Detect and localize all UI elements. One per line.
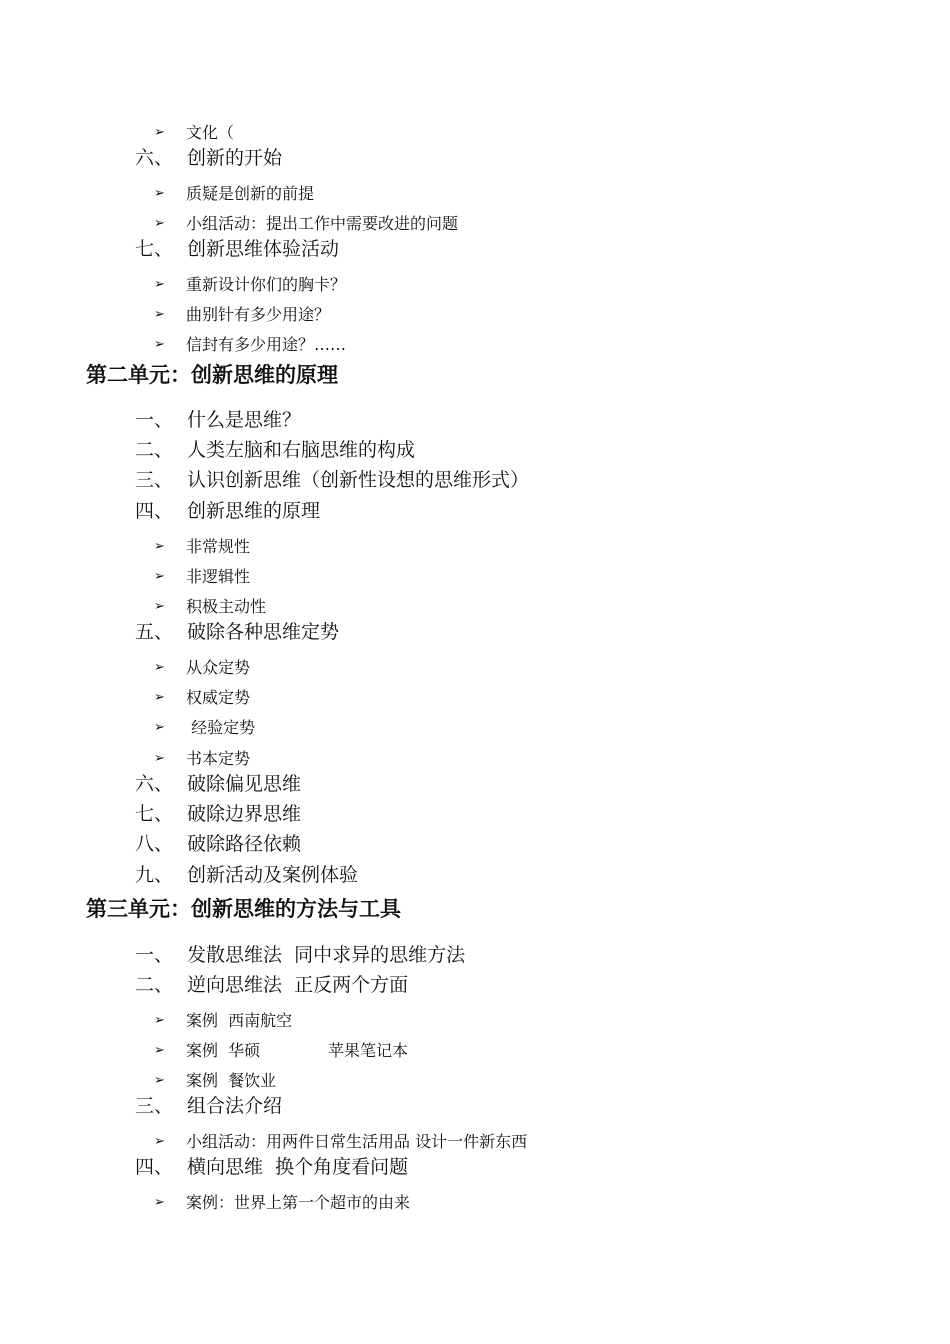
item-text: 创新活动及案例体验 (187, 864, 359, 886)
arrowhead-bullet-icon: ➢ (154, 307, 165, 322)
item-number: 六、 (135, 773, 174, 795)
item-text: 创新思维体验活动 (187, 238, 340, 260)
item-text: 破除路径依赖 (187, 833, 302, 855)
item-number: 六、 (135, 147, 174, 169)
item-number: 二、 (135, 974, 174, 996)
item-number: 九、 (135, 864, 174, 886)
bullet-text: 文化（ (186, 123, 235, 142)
arrowhead-bullet-icon: ➢ (154, 1013, 165, 1028)
item-number: 四、 (135, 500, 174, 522)
item-text: 组合法介绍 (187, 1095, 283, 1117)
bullet-text: 书本定势 (186, 749, 251, 768)
arrowhead-bullet-icon: ➢ (154, 125, 165, 140)
arrowhead-bullet-icon: ➢ (154, 216, 165, 231)
item-text: 创新思维的原理 (187, 500, 321, 522)
item-text: 发散思维法 同中求异的思维方法 (187, 944, 466, 966)
arrowhead-bullet-icon: ➢ (154, 690, 165, 705)
item-text: 破除偏见思维 (187, 773, 302, 795)
item-text: 人类左脑和右脑思维的构成 (187, 439, 416, 461)
unit-heading: 第二单元：创新思维的原理 (86, 363, 338, 387)
bullet-text: 经验定势 (186, 718, 256, 737)
bullet-text: 曲别针有多少用途？ (186, 305, 331, 324)
arrowhead-bullet-icon: ➢ (154, 660, 165, 675)
bullet-text: 案例 餐饮业 (186, 1071, 277, 1090)
arrowhead-bullet-icon: ➢ (154, 1073, 165, 1088)
arrowhead-bullet-icon: ➢ (154, 1195, 165, 1210)
bullet-text: 积极主动性 (186, 597, 267, 616)
arrowhead-bullet-icon: ➢ (154, 186, 165, 201)
arrowhead-bullet-icon: ➢ (154, 751, 165, 766)
bullet-text: 非逻辑性 (186, 567, 251, 586)
arrowhead-bullet-icon: ➢ (154, 599, 165, 614)
item-number: 一、 (135, 944, 174, 966)
bullet-text: 案例 西南航空 (186, 1011, 293, 1030)
unit-heading: 第三单元：创新思维的方法与工具 (86, 897, 401, 921)
bullet-text: 权威定势 (186, 688, 251, 707)
arrowhead-bullet-icon: ➢ (154, 569, 165, 584)
item-number: 一、 (135, 409, 174, 431)
bullet-text: 案例 华硕 (186, 1041, 261, 1060)
item-number: 七、 (135, 803, 174, 825)
arrowhead-bullet-icon: ➢ (154, 1134, 165, 1149)
item-number: 七、 (135, 238, 174, 260)
item-text: 破除边界思维 (187, 803, 302, 825)
bullet-extra-text: 苹果笔记本 (328, 1041, 409, 1060)
arrowhead-bullet-icon: ➢ (154, 277, 165, 292)
item-text: 横向思维 换个角度看问题 (187, 1156, 409, 1178)
item-text: 什么是思维？ (187, 409, 302, 431)
bullet-text: 信封有多少用途？…… (186, 335, 347, 354)
item-number: 八、 (135, 833, 174, 855)
bullet-text: 小组活动：用两件日常生活用品 设计一件新东西 (186, 1132, 528, 1151)
bullet-text: 非常规性 (186, 537, 251, 556)
item-text: 破除各种思维定势 (187, 621, 340, 643)
item-number: 二、 (135, 439, 174, 461)
item-number: 三、 (135, 1095, 174, 1117)
arrowhead-bullet-icon: ➢ (154, 539, 165, 554)
arrowhead-bullet-icon: ➢ (154, 720, 165, 735)
item-number: 五、 (135, 621, 174, 643)
bullet-text: 小组活动：提出工作中需要改进的问题 (186, 214, 459, 233)
item-text: 逆向思维法 正反两个方面 (187, 974, 409, 996)
bullet-text: 质疑是创新的前提 (186, 184, 315, 203)
item-number: 四、 (135, 1156, 174, 1178)
bullet-text: 从众定势 (186, 658, 251, 677)
item-text: 创新的开始 (187, 147, 283, 169)
item-number: 三、 (135, 469, 174, 491)
item-text: 认识创新思维（创新性设想的思维形式） (187, 469, 530, 491)
bullet-text: 案例：世界上第一个超市的由来 (186, 1193, 411, 1212)
bullet-text: 重新设计你们的胸卡？ (186, 275, 347, 294)
arrowhead-bullet-icon: ➢ (154, 337, 165, 352)
arrowhead-bullet-icon: ➢ (154, 1043, 165, 1058)
